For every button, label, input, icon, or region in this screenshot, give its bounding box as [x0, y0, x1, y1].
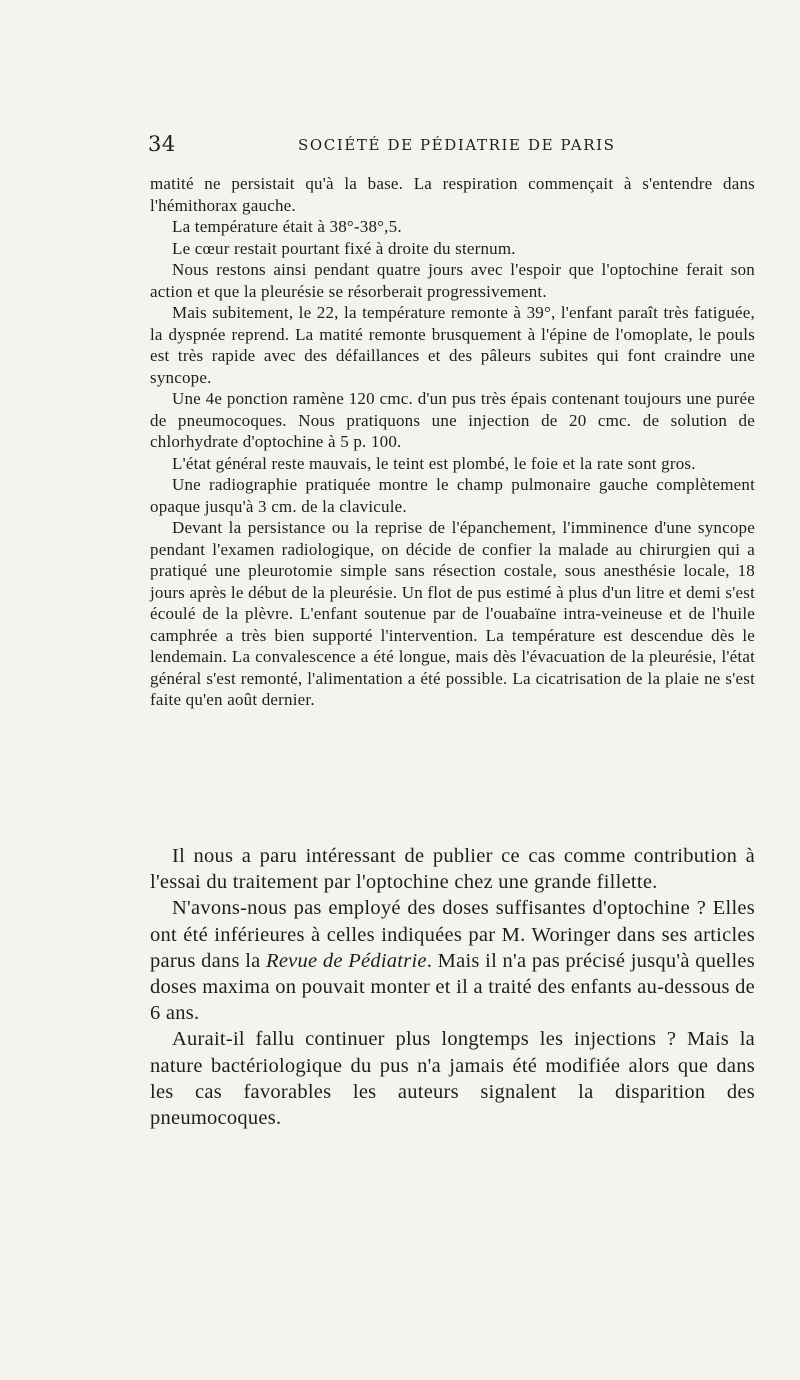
- case-report-text: [150, 173, 755, 711]
- running-title: SOCIÉTÉ DE PÉDIATRIE DE PARIS: [298, 136, 616, 154]
- journal-title: Revue de Pédiatrie: [266, 949, 427, 972]
- paragraph: Il nous a paru intéressant de publier ce cas comme contribution à l'essai du traitement par l'optochine chez une grande fillette.: [150, 845, 755, 894]
- text-run: . Mais il n'a pas précisé jusqu'à quelles doses maxima on pouvait monter et il a traité des enfants au-dessous de 6 ans.: [150, 949, 756, 1025]
- page-header: [148, 132, 756, 162]
- paragraph: L'état général reste mauvais, le teint est plombé, le foie et la rate sont gros.: [172, 453, 696, 473]
- paragraph: Mais subitement, le 22, la température remonte à 39°, l'enfant paraît très fatiguée, la dyspnée reprend. La matité remonte brusquement à l'épine de l'omoplate, le pouls est très rapide avec des défaillances et des pâleurs subites qui font craindre une syncope.: [150, 303, 755, 387]
- text-run: N'avons-nous pas employé des doses suffisantes d'optochine ? Elles ont été inférieures à celles indiquées par M. Woringer dans ses articles parus dans la: [150, 897, 755, 972]
- paragraph: Le cœur restait pourtant fixé à droite du sternum.: [172, 238, 516, 258]
- discussion-text: [150, 843, 755, 1131]
- paragraph: [150, 895, 755, 1026]
- paragraph: Une 4e ponction ramène 120 cmc. d'un pus très épais contenant toujours une purée de pneumocoques. Nous pratiquons une injection de 20 cmc. de solution de chlorhydrate d'optochine à 5 p. 100.: [150, 389, 755, 451]
- page-number: 34: [148, 132, 176, 156]
- paragraph: Une radiographie pratiquée montre le champ pulmonaire gauche complètement opaque jusqu'à 3 cm. de la clavicule.: [150, 475, 755, 516]
- paragraph: La température était à 38°-38°,5.: [172, 217, 402, 236]
- paragraph: Aurait-il fallu continuer plus longtemps les injections ? Mais la nature bactériologique du pus n'a jamais été modifiée alors que dans les cas favorables les auteurs signalent la disparition des pneumocoques.: [150, 1028, 755, 1130]
- paragraph: Nous restons ainsi pendant quatre jours avec l'espoir que l'optochine ferait son action et que la pleurésie se résorberait progressivement.: [150, 260, 755, 301]
- paragraph: Devant la persistance ou la reprise de l'épanchement, l'imminence d'une syncope pendant l'examen radiologique, on décide de confier la malade au chirurgien qui a pratiqué une pleurotomie simple sans résection costale, sous anesthésie locale, 18 jours après le début de la pleurésie. Un flot de pus estimé à plus d'un litre et demi s'est écoulé de la plèvre. L'enfant soutenue par de l'ouabaïne intra-veineuse et de l'huile camphrée a très bien supporté l'intervention. La température est descendue dès le lendemain. La convalescence a été longue, mais dès l'évacuation de la pleurésie, l'état général s'est remonté, l'alimentation a été possible. La cicatrisation de la plaie ne s'est faite qu'en août dernier.: [150, 518, 755, 709]
- paragraph: matité ne persistait qu'à la base. La respiration commençait à s'entendre dans l'hémithorax gauche.: [150, 174, 755, 215]
